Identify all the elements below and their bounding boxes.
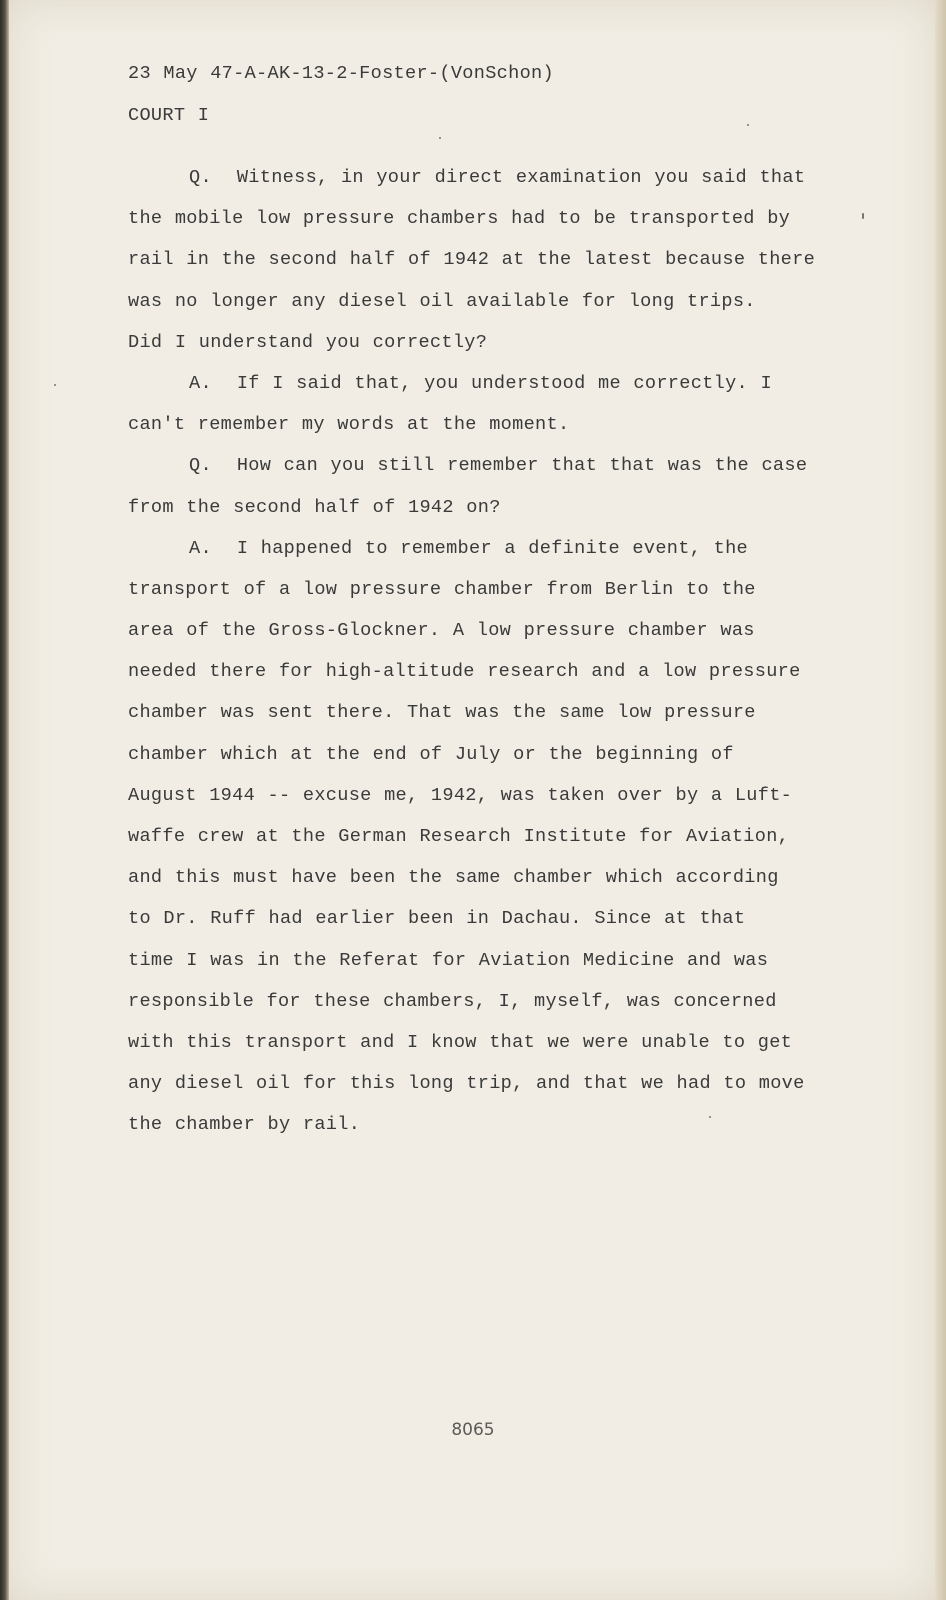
page-number: 8065	[451, 1420, 495, 1440]
transcript-line: needed there for high-altitude research and a low pressure	[128, 661, 801, 683]
court-label: COURT I	[128, 105, 210, 126]
transcript-line: A. I happened to remember a definite event, the	[189, 537, 748, 559]
paper-speck	[54, 384, 56, 386]
transcript-line: from the second half of 1942 on?	[128, 496, 501, 518]
transcript-line: responsible for these chambers, I, myself, was concerned	[128, 990, 777, 1012]
transcript-line: and this must have been the same chamber which according	[128, 867, 779, 889]
transcript-line: waffe crew at the German Research Institute for Aviation,	[128, 826, 790, 847]
document-header: 23 May 47-A-AK-13-2-Foster-(VonSchon)	[128, 63, 554, 84]
transcript-line: the mobile low pressure chambers had to be transported by	[128, 208, 791, 230]
transcript-line: Q. Witness, in your direct examination you said that	[189, 167, 806, 188]
page-right-edge	[935, 0, 946, 1600]
transcript-line: rail in the second half of 1942 at the latest because there	[128, 249, 816, 271]
transcript-line: time I was in the Referat for Aviation Medicine and was	[128, 949, 769, 971]
transcript-line: was no longer any diesel oil available for long trips.	[128, 290, 756, 312]
transcript-line: the chamber by rail.	[128, 1114, 361, 1136]
transcript-line: to Dr. Ruff had earlier been in Dachau. Since at that	[128, 908, 746, 930]
transcript-line: area of the Gross-Glockner. A low pressure chamber was	[128, 620, 755, 642]
transcript-body	[128, 53, 868, 1146]
transcript-line: A. If I said that, you understood me correctly. I	[189, 372, 772, 394]
transcript-line: August 1944 -- excuse me, 1942, was taken over by a Luft-	[128, 784, 793, 806]
transcript-line: Did I understand you correctly?	[128, 331, 488, 353]
transcript-line: chamber which at the end of July or the beginning of	[128, 743, 734, 765]
transcript-line: Q. How can you still remember that that was the case	[189, 455, 808, 477]
transcript-line: any diesel oil for this long trip, and that we had to move	[128, 1073, 805, 1095]
transcript-line: can't remember my words at the moment.	[128, 414, 570, 436]
transcript-line: transport of a low pressure chamber from Berlin to the	[128, 578, 756, 600]
transcript-line: chamber was sent there. That was the same low pressure	[128, 702, 756, 724]
transcript-lines	[128, 157, 868, 1146]
transcript-line: with this transport and I know that we were unable to get	[128, 1031, 793, 1053]
page-binding-edge	[0, 0, 9, 1600]
